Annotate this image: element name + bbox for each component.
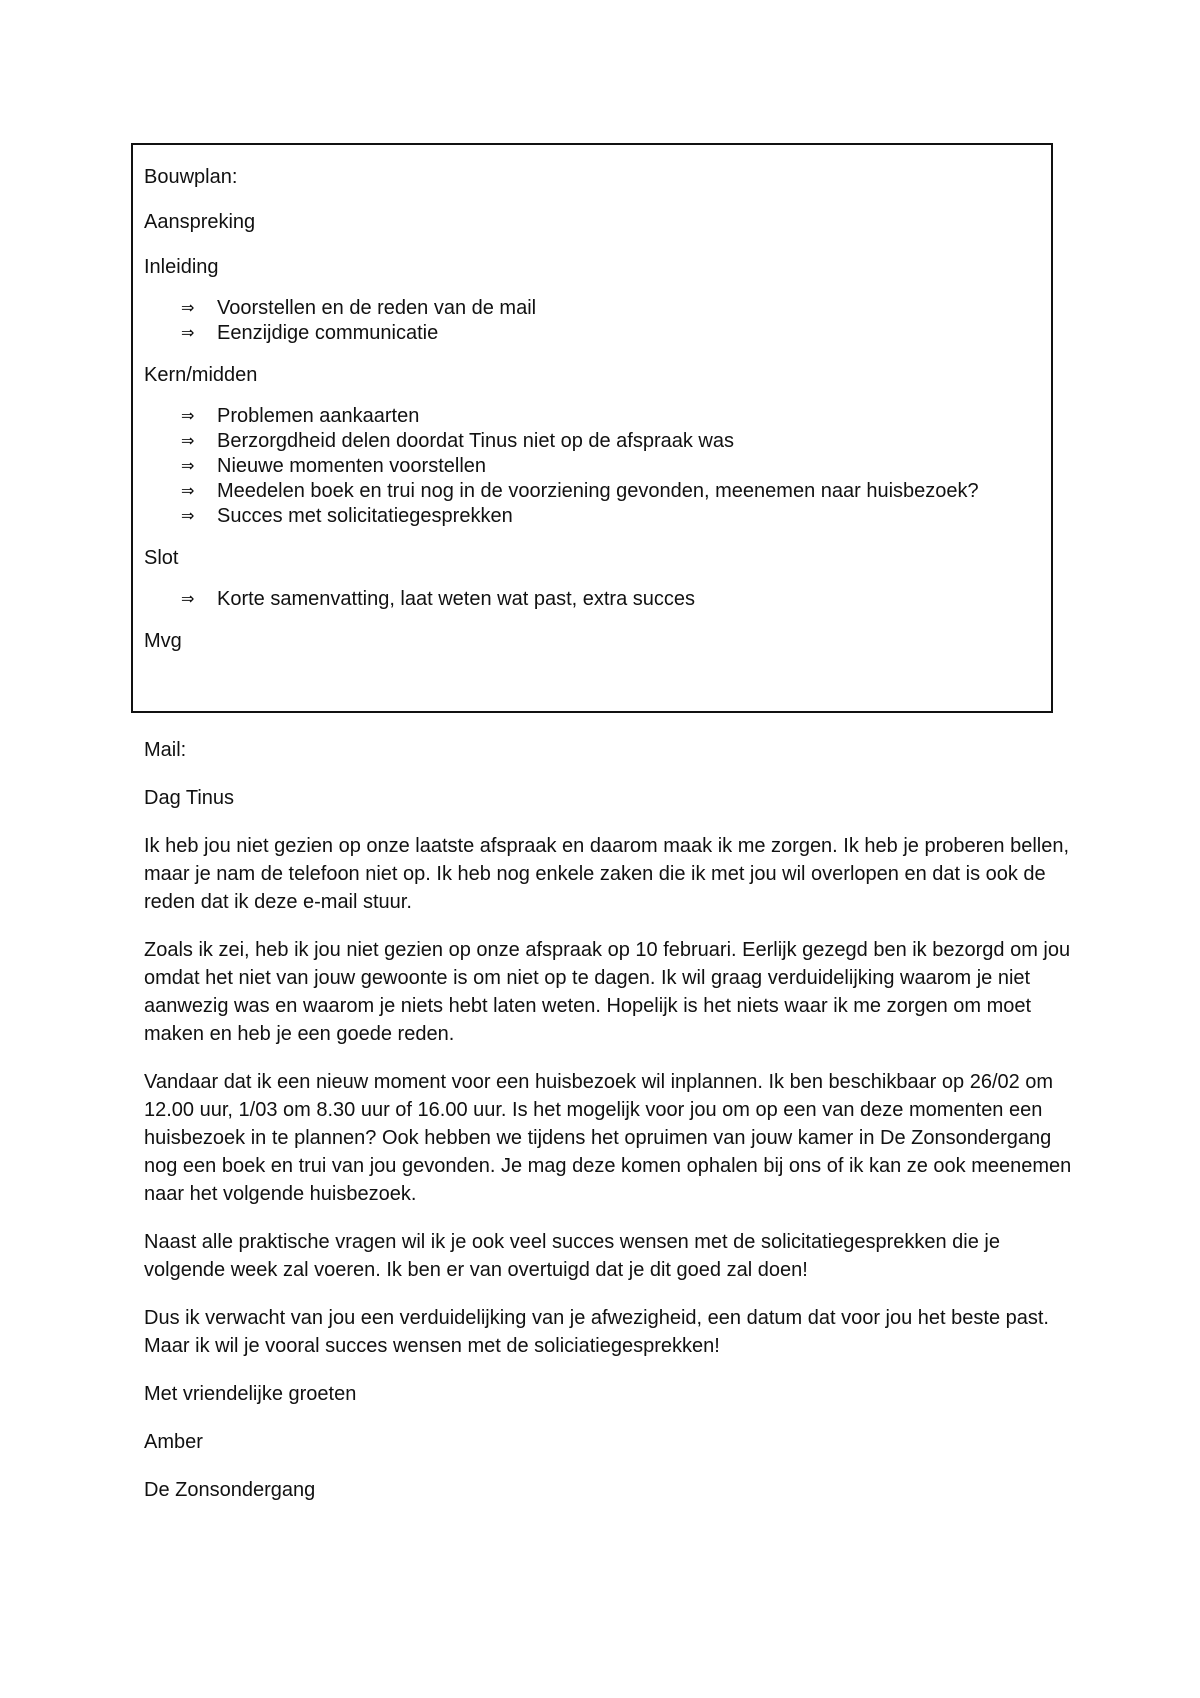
- bouwplan-box: [131, 143, 1053, 713]
- list-item: ⇒ Korte samenvatting, laat weten wat past, extra succes: [181, 588, 696, 610]
- arrow-right-icon: ⇒: [181, 591, 195, 608]
- arrow-right-icon: ⇒: [181, 325, 195, 342]
- plan-inleiding-list: [144, 296, 1051, 346]
- list-item: ⇒ Eenzijdige communicatie: [181, 322, 439, 344]
- list-item: ⇒ Meedelen boek en trui nog in de voorziening gevonden, meenemen naar huisbezoek?: [181, 480, 979, 502]
- mail-paragraph: Ik heb jou niet gezien op onze laatste afspraak en daarom maak ik me zorgen. Ik heb je proberen bellen, maar je nam de telefoon niet op. Ik heb nog enkele zaken die ik met jou wil overlopen en dat is ook de reden dat ik deze e-mail stuur.: [144, 835, 1070, 913]
- plan-aanspreking: Aanspreking: [144, 211, 256, 233]
- mail-closing: Met vriendelijke groeten: [144, 1383, 357, 1405]
- arrow-right-icon: ⇒: [181, 458, 195, 475]
- plan-inleiding-title: Inleiding: [144, 256, 219, 278]
- arrow-right-icon: ⇒: [181, 408, 195, 425]
- mail-paragraph: Zoals ik zei, heb ik jou niet gezien op onze afspraak op 10 februari. Eerlijk gezegd ben ik bezorgd om jou omdat het niet van jouw gewoonte is om niet op te dagen. Ik wil graag verduidelijking waarom je niet aanwezig was en waarom je niets hebt laten weten. Hopelijk is het niets waar ik me zorgen om moet maken en heb je een goede reden.: [144, 939, 1071, 1045]
- list-item: ⇒ Berzorgdheid delen doordat Tinus niet op de afspraak was: [181, 430, 735, 452]
- mail-paragraph: Naast alle praktische vragen wil ik je ook veel succes wensen met de solicitatiegesprekken die je volgende week zal voeren. Ik ben er van overtuigd dat je dit goed zal doen!: [144, 1231, 1000, 1281]
- plan-kern-list: [144, 404, 1051, 529]
- plan-closing: Mvg: [144, 630, 182, 652]
- mail-greeting: Dag Tinus: [144, 787, 235, 809]
- mail-body: [144, 736, 1074, 1524]
- arrow-right-icon: ⇒: [181, 300, 195, 317]
- plan-heading: Bouwplan:: [144, 166, 238, 188]
- plan-kern-title: Kern/midden: [144, 364, 258, 386]
- list-item: ⇒ Succes met solicitatiegesprekken: [181, 505, 513, 527]
- mail-organization: De Zonsondergang: [144, 1479, 316, 1501]
- list-item: ⇒ Problemen aankaarten: [181, 405, 420, 427]
- mail-label: Mail:: [144, 739, 187, 761]
- plan-slot-title: Slot: [144, 547, 179, 569]
- mail-sender: Amber: [144, 1431, 203, 1453]
- list-item: ⇒ Nieuwe momenten voorstellen: [181, 455, 487, 477]
- list-item: ⇒ Voorstellen en de reden van de mail: [181, 297, 537, 319]
- arrow-right-icon: ⇒: [181, 483, 195, 500]
- plan-slot-list: [144, 587, 1051, 612]
- mail-paragraph: Dus ik verwacht van jou een verduidelijking van je afwezigheid, een datum dat voor jou het beste past. Maar ik wil je vooral succes wensen met de soliciatiegesprekken!: [144, 1307, 1049, 1357]
- arrow-right-icon: ⇒: [181, 433, 195, 450]
- arrow-right-icon: ⇒: [181, 508, 195, 525]
- mail-paragraph: Vandaar dat ik een nieuw moment voor een huisbezoek wil inplannen. Ik ben beschikbaar op 26/02 om 12.00 uur, 1/03 om 8.30 uur of 16.00 uur. Is het mogelijk voor jou om op een van deze momenten een huisbezoek in te plannen? Ook hebben we tijdens het opruimen van jouw kamer in De Zonsondergang nog een boek en trui van jou gevonden. Je mag deze komen ophalen bij ons of ik kan ze ook meenemen naar het volgende huisbezoek.: [144, 1071, 1072, 1205]
